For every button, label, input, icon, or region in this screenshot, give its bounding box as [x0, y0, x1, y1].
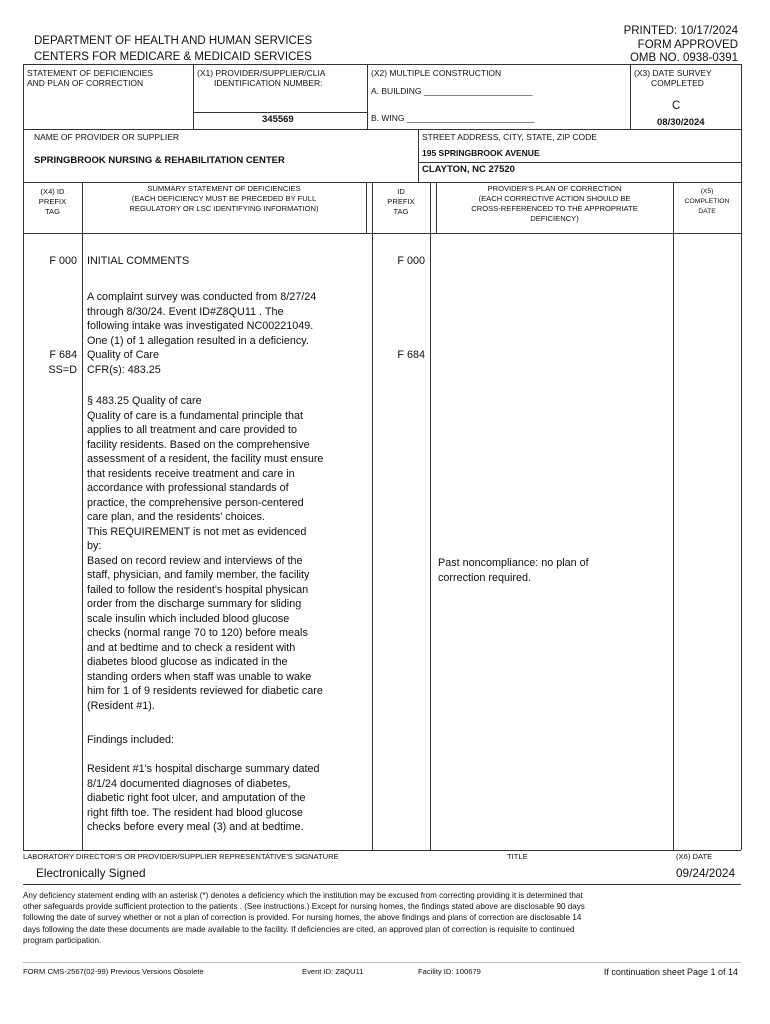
- disclaimer: Any deficiency statement ending with an asterisk (*) denotes a deficiency which the institution may be excused from correcting providing it is determined that other safeguards provide sufficient protection to the patients . (See instructions.) Except for nursing homes, the findings stated above are disclosable 90 days following the date of survey whether or not a plan of correction is provided. For nursing homes, the above findings and plans of correction are disclosable 14 days following the date these documents are made available to the facility. If deficiencies are cited, an approved plan of correction is requisite to continued program participation.: [23, 891, 585, 945]
- resident-paragraph: Resident #1's hospital discharge summary dated 8/1/24 documented diagnoses of diabetes, diabetic right foot ulcer, and amputation of the right fifth toe. The resident had blood glucose checks before every meal (3) and at bedtime.: [87, 763, 320, 833]
- id-header: ID PREFIX TAG: [387, 187, 415, 216]
- tag-f684-left: F 684: [49, 349, 77, 361]
- form-number: FORM CMS-2567(02-99) Previous Versions Obsolete: [23, 967, 204, 976]
- x2-wing: B. WING ___________________________: [371, 113, 535, 123]
- page-indicator: If continuation sheet Page 1 of 14: [603, 967, 738, 977]
- omb-number: OMB NO. 0938-0391: [629, 52, 738, 64]
- initial-comments: INITIAL COMMENTS: [87, 255, 190, 267]
- x2-building: A. BUILDING _______________________: [371, 86, 533, 96]
- agency-line-1: DEPARTMENT OF HEALTH AND HUMAN SERVICES: [34, 35, 313, 47]
- tag-f684-right: F 684: [397, 349, 425, 361]
- signature-label: LABORATORY DIRECTOR'S OR PROVIDER/SUPPLIER REPRESENTATIVE'S SIGNATURE: [23, 852, 339, 861]
- address-line-1: 195 SPRINGBROOK AVENUE: [422, 148, 540, 158]
- x1-label-1: (X1) PROVIDER/SUPPLIER/CLIA: [197, 68, 326, 78]
- regulation-paragraph: § 483.25 Quality of care Quality of care is a fundamental principle that applies to all treatment and care provided to facility residents. Based on the comprehensive assessment of a resident, the facility must ensure that residents receive treatment and care in accordance with professional standards of practice, the comprehensive person-centered care plan, and the residents' choices. This REQUIREMENT is not met as evidenced by: Based on record review and interviews of the staff, physician, and family member, the facility failed to follow the resident's hospital physican order from the discharge summary for sliding scale insulin which included blood glucose checks (normal range 70 to 120) before meals and at bedtime and to check a resident with diabetes blood glucose as indicated in the standing orders when staff was unable to wake him for 1 of 9 residents reviewed for diabetic care (Resident #1).: [87, 395, 324, 712]
- address-label: STREET ADDRESS, CITY, STATE, ZIP CODE: [422, 132, 597, 142]
- x3-code: C: [672, 100, 681, 112]
- form-approved: FORM APPROVED: [637, 39, 738, 51]
- provider-id-number: 345569: [262, 114, 294, 125]
- footer-event-id: Event ID: Z8QU11: [302, 967, 364, 976]
- statement-label-1: STATEMENT OF DEFICIENCIES: [27, 68, 154, 78]
- complaint-paragraph: A complaint survey was conducted from 8/27/24 through 8/30/24. Event ID#Z8QU11 . The following intake was investigated NC00221049. One (1) of 1 allegation resulted in a deficiency.: [87, 291, 317, 347]
- findings-included: Findings included:: [87, 734, 175, 746]
- x2-label: (X2) MULTIPLE CONSTRUCTION: [371, 68, 502, 78]
- statement-label-2: AND PLAN OF CORRECTION: [27, 78, 144, 88]
- quality-of-care-title: Quality of Care: [87, 349, 160, 361]
- x3-label-2: COMPLETED: [651, 78, 704, 88]
- x4-header: (X4) ID PREFIX TAG: [38, 187, 67, 216]
- x5-header: (X5) COMPLETION DATE: [684, 188, 730, 215]
- x6-date-label: (X6) DATE: [676, 852, 713, 861]
- survey-completed-date: 08/30/2024: [657, 117, 705, 128]
- scope-severity: SS=D: [48, 364, 77, 376]
- tag-f000-left: F 000: [49, 255, 77, 267]
- x3-label-1: (X3) DATE SURVEY: [634, 68, 712, 78]
- address-line-2: CLAYTON, NC 27520: [422, 164, 515, 175]
- agency-line-2: CENTERS FOR MEDICARE & MEDICAID SERVICES: [34, 51, 312, 63]
- summary-header: SUMMARY STATEMENT OF DEFICIENCIES (EACH DEFICIENCY MUST BE PRECEDED BY FULL REGULATORY OR LSC IDENTIFYING INFORMATION): [129, 184, 319, 213]
- plan-header: PROVIDER'S PLAN OF CORRECTION (EACH CORRECTIVE ACTION SHOULD BE CROSS-REFERENCED TO THE APPROPRIATE DEFICIENCY): [471, 184, 638, 223]
- tag-f000-right: F 000: [397, 255, 425, 267]
- signature-date: 09/24/2024: [676, 866, 736, 880]
- printed-date: PRINTED: 10/17/2024: [623, 25, 738, 37]
- cfr-reference: CFR(s): 483.25: [87, 364, 161, 376]
- title-label: TITLE: [507, 852, 528, 861]
- plan-of-correction-text: Past noncompliance: no plan of correction required.: [438, 557, 589, 584]
- x1-label-2: IDENTIFICATION NUMBER:: [214, 78, 323, 88]
- provider-name-label: NAME OF PROVIDER OR SUPPLIER: [34, 132, 179, 142]
- electronic-signature: Electronically Signed: [36, 866, 146, 880]
- footer-facility-id: Facility ID: 100679: [418, 967, 481, 976]
- provider-name: SPRINGBROOK NURSING & REHABILITATION CENTER: [34, 155, 285, 166]
